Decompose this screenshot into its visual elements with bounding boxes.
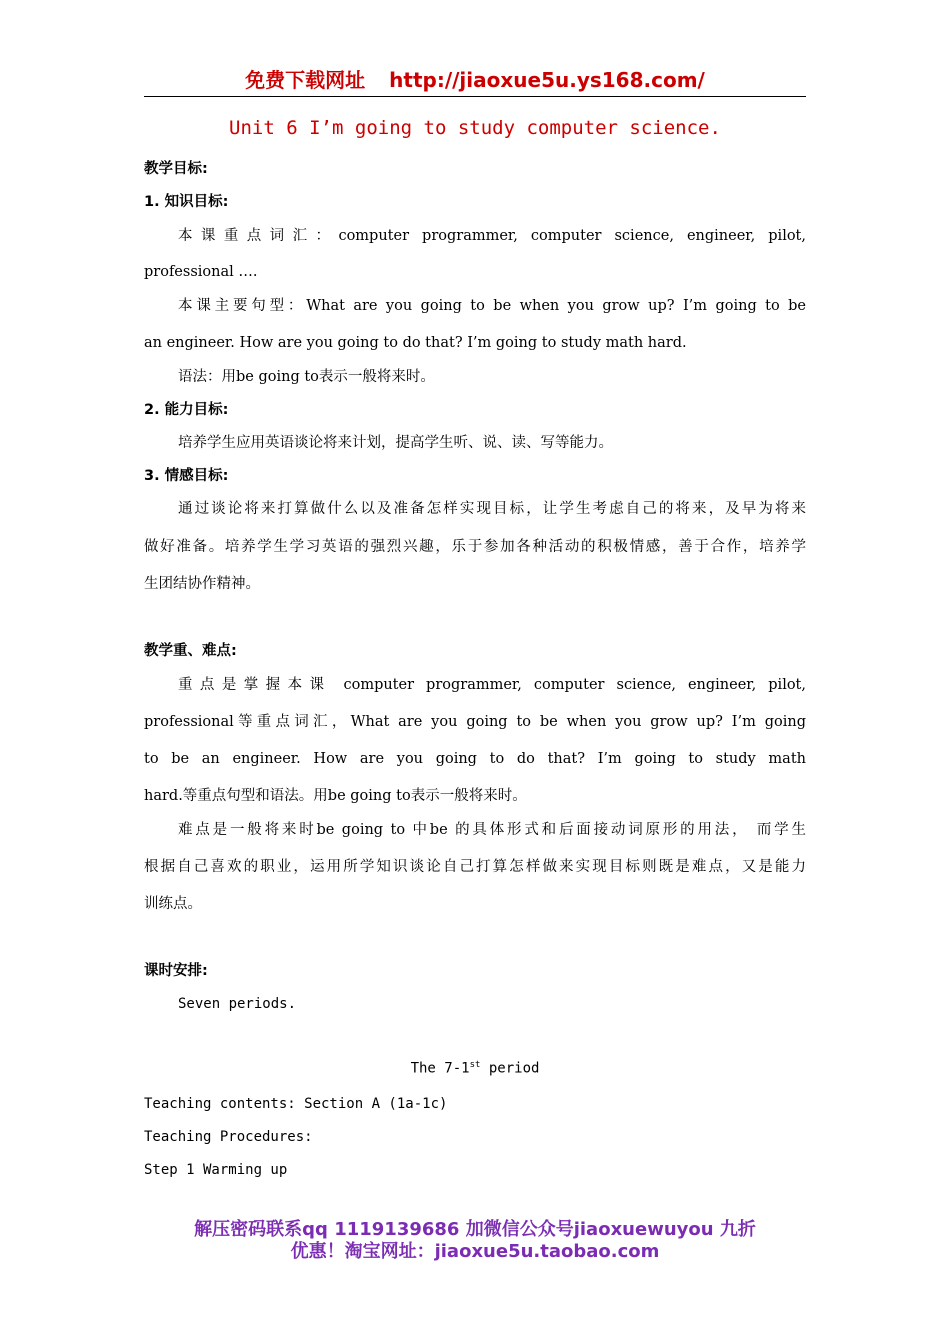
header-url-link[interactable]: http://jiaoxue5u.ys168.com/: [389, 68, 705, 92]
footer-line-1: 解压密码联系qq 1119139686 加微信公众号jiaoxuewuyou 九折: [194, 1219, 756, 1240]
vocab-line-1: 本课重点词汇：computer programmer, computer science, engineer, pilot,: [178, 228, 806, 244]
period-title-sup: st: [469, 1060, 481, 1070]
vocab-line-2: professional ….: [144, 264, 258, 280]
header-site-label: 免费下载网址: [245, 68, 366, 92]
key-line-3: to be an engineer. How are you going to do that? I’m going to study math: [144, 751, 806, 767]
emotion-line-3: 生团结协作精神。: [144, 576, 260, 592]
teaching-procedures: Teaching Procedures:: [144, 1129, 313, 1145]
key-line-1: 重点是掌握本课 computer programmer, computer science, engineer, pilot,: [178, 677, 806, 693]
schedule-text: Seven periods.: [178, 996, 297, 1012]
sentence-line-2: an engineer. How are you going to do that? I’m going to study math hard.: [144, 335, 687, 351]
difficulty-line-1: 难点是一般将来时be going to 中be 的具体形式和后面接动词原形的用法， 而学生: [178, 822, 806, 838]
emotion-heading: 3. 情感目标:: [144, 468, 229, 484]
period-title: [144, 1060, 806, 1077]
emotion-line-2: 做好准备。培养学生学习英语的强烈兴趣，乐于参加各种活动的积极情感，善于合作，培养学: [144, 539, 806, 555]
knowledge-heading: 1. 知识目标:: [144, 194, 229, 210]
schedule-heading: 课时安排:: [144, 963, 208, 979]
period-title-suffix: period: [480, 1060, 540, 1077]
key-line-4: hard.等重点句型和语法。用be going to表示一般将来时。: [144, 788, 527, 804]
key-line-2: professional等重点词汇，What are you going to be when you grow up? I’m going: [144, 714, 806, 730]
step-1: Step 1 Warming up: [144, 1162, 288, 1178]
grammar-line: 语法：用be going to表示一般将来时。: [178, 369, 435, 385]
ability-heading: 2. 能力目标:: [144, 402, 229, 418]
difficulty-line-2: 根据自己喜欢的职业，运用所学知识谈论自己打算怎样做来实现目标则既是难点，又是能力: [144, 859, 806, 875]
page-header: [144, 64, 806, 97]
ability-text: 培养学生应用英语谈论将来计划，提高学生听、说、读、写等能力。: [178, 435, 613, 451]
teaching-contents: Teaching contents: Section A (1a-1c): [144, 1096, 448, 1112]
key-points-heading: 教学重、难点:: [144, 643, 237, 659]
footer-line-2: 优惠！淘宝网址：jiaoxue5u.taobao.com: [290, 1241, 660, 1262]
difficulty-line-3: 训练点。: [144, 896, 202, 912]
emotion-line-1: 通过谈论将来打算做什么以及准备怎样实现目标，让学生考虑自己的将来，及早为将来: [178, 501, 806, 517]
objectives-heading: 教学目标:: [144, 161, 208, 177]
sentence-line-1: 本课主要句型：What are you going to be when you grow up? I’m going to be: [178, 298, 806, 314]
document-title: Unit 6 I’m going to study computer science.: [229, 117, 721, 139]
period-title-prefix: The 7-1: [410, 1060, 470, 1077]
